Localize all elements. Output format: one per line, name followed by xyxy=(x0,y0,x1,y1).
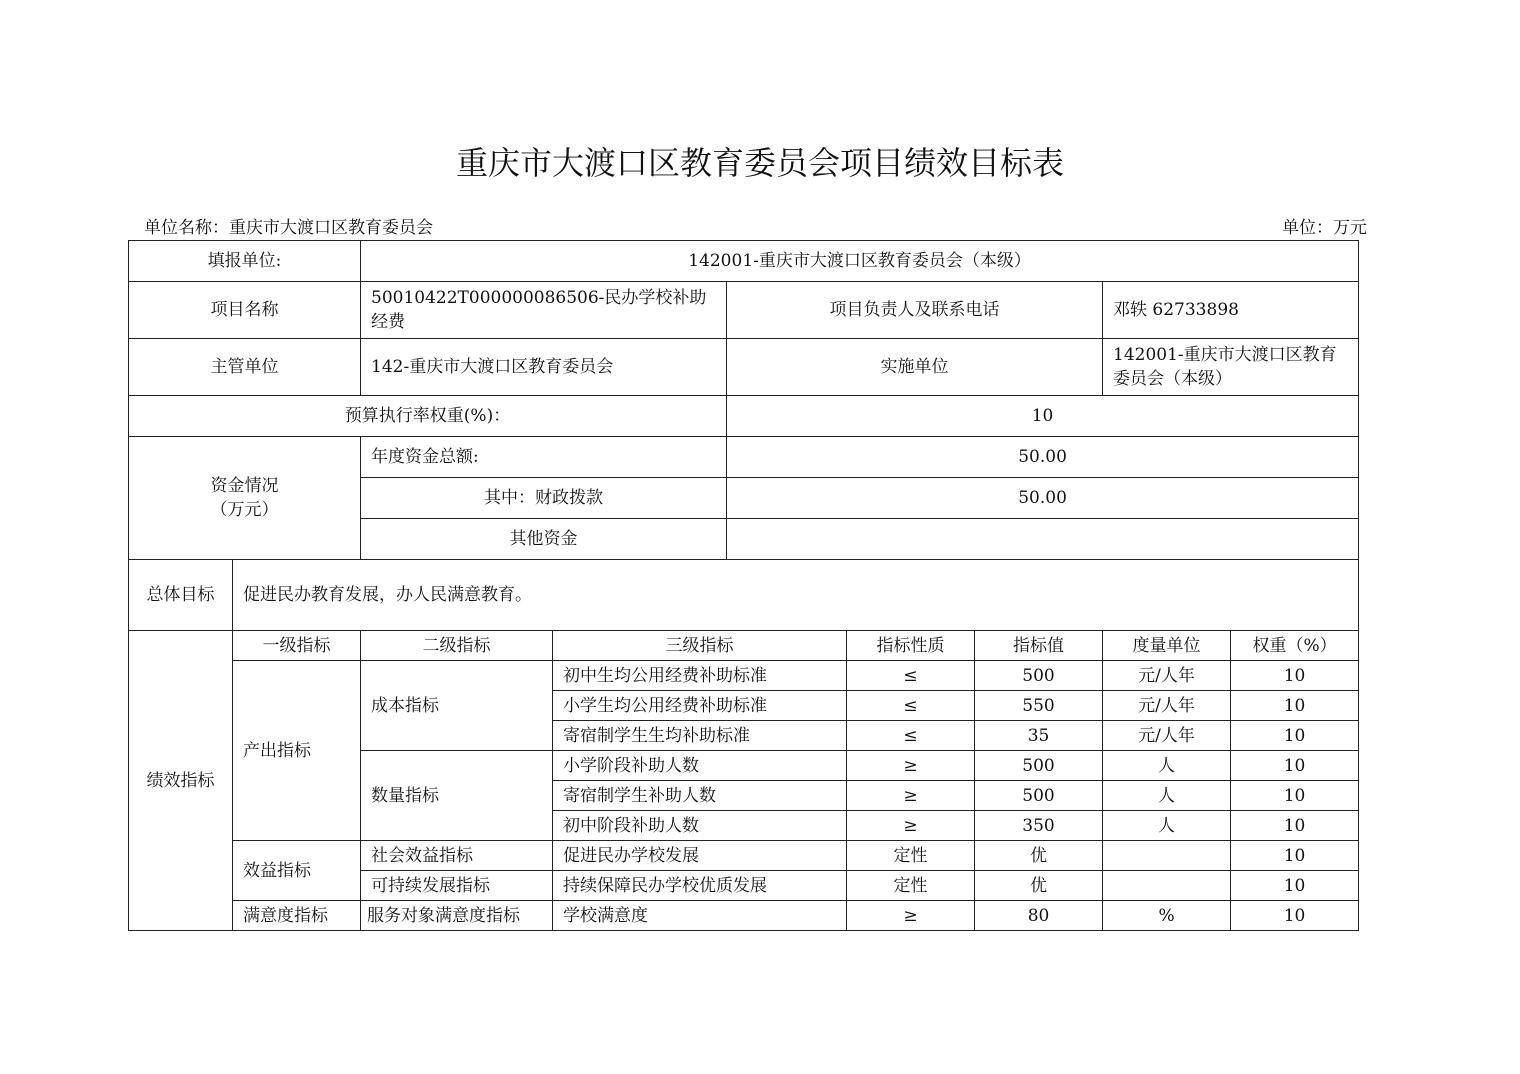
implementer-label: 实施单位 xyxy=(727,339,1103,396)
header-level1: 一级指标 xyxy=(233,631,361,661)
indicator-weight: 10 xyxy=(1231,691,1359,721)
other-funds-value xyxy=(727,519,1359,560)
overall-goal-value: 促进民办教育发展，办人民满意教育。 xyxy=(233,560,1359,631)
indicator-nature: ≥ xyxy=(847,781,975,811)
header-unit: 度量单位 xyxy=(1103,631,1231,661)
indicator-nature: ≤ xyxy=(847,691,975,721)
indicator-nature: ≥ xyxy=(847,751,975,781)
indicator-unit xyxy=(1103,841,1231,871)
indicator-value: 550 xyxy=(975,691,1103,721)
indicator-value: 80 xyxy=(975,901,1103,931)
other-funds-label: 其他资金 xyxy=(361,519,727,560)
indicator-nature: ≥ xyxy=(847,901,975,931)
indicator-header-row xyxy=(129,631,1359,661)
supervisor-value: 142-重庆市大渡口区教育委员会 xyxy=(361,339,727,396)
indicator-name: 持续保障民办学校优质发展 xyxy=(553,871,847,901)
table-row xyxy=(129,661,1359,691)
indicator-weight: 10 xyxy=(1231,841,1359,871)
indicator-unit: % xyxy=(1103,901,1231,931)
header-value: 指标值 xyxy=(975,631,1103,661)
header-level2: 二级指标 xyxy=(361,631,553,661)
indicator-unit: 元/人年 xyxy=(1103,691,1231,721)
indicator-weight: 10 xyxy=(1231,871,1359,901)
header-weight: 权重（%） xyxy=(1231,631,1359,661)
indicator-name: 学校满意度 xyxy=(553,901,847,931)
indicator-nature: ≤ xyxy=(847,661,975,691)
indicator-value: 优 xyxy=(975,871,1103,901)
overall-goal-row xyxy=(129,560,1359,631)
indicator-weight: 10 xyxy=(1231,811,1359,841)
level2-service-satisfaction: 服务对象满意度指标 xyxy=(361,901,553,931)
funds-label-line1: 资金情况 xyxy=(210,476,279,496)
level1-output: 产出指标 xyxy=(233,661,361,841)
indicator-name: 小学阶段补助人数 xyxy=(553,751,847,781)
project-name-row xyxy=(129,282,1359,339)
level2-social: 社会效益指标 xyxy=(361,841,553,871)
indicator-unit: 人 xyxy=(1103,751,1231,781)
indicator-unit: 人 xyxy=(1103,781,1231,811)
indicator-unit: 元/人年 xyxy=(1103,661,1231,691)
currency-unit-line xyxy=(1282,213,1367,238)
currency-label: 单位： xyxy=(1282,218,1333,238)
level1-benefit: 效益指标 xyxy=(233,841,361,901)
implementer-value: 142001-重庆市大渡口区教育委员会（本级） xyxy=(1103,339,1359,396)
indicator-value: 500 xyxy=(975,781,1103,811)
indicator-name: 寄宿制学生生均补助标准 xyxy=(553,721,847,751)
indicator-value: 优 xyxy=(975,841,1103,871)
level1-satisfaction: 满意度指标 xyxy=(233,901,361,931)
indicator-nature: ≥ xyxy=(847,811,975,841)
level2-cost: 成本指标 xyxy=(361,661,553,751)
filler-label: 填报单位: xyxy=(129,241,361,282)
table-row xyxy=(129,901,1359,931)
annual-total-value: 50.00 xyxy=(727,437,1359,478)
budget-weight-label: 预算执行率权重(%)： xyxy=(129,396,727,437)
perf-label: 绩效指标 xyxy=(129,631,233,931)
indicator-nature: 定性 xyxy=(847,871,975,901)
indicator-weight: 10 xyxy=(1231,751,1359,781)
indicator-unit xyxy=(1103,871,1231,901)
level2-sustainable: 可持续发展指标 xyxy=(361,871,553,901)
indicator-nature: ≤ xyxy=(847,721,975,751)
indicator-value: 35 xyxy=(975,721,1103,751)
table-row xyxy=(129,841,1359,871)
indicator-name: 小学生均公用经费补助标准 xyxy=(553,691,847,721)
indicator-value: 350 xyxy=(975,811,1103,841)
indicator-weight: 10 xyxy=(1231,721,1359,751)
annual-total-row xyxy=(129,437,1359,478)
indicator-value: 500 xyxy=(975,661,1103,691)
budget-weight-row xyxy=(129,396,1359,437)
overall-goal-label: 总体目标 xyxy=(129,560,233,631)
indicator-nature: 定性 xyxy=(847,841,975,871)
unit-name-value: 重庆市大渡口区教育委员会 xyxy=(229,218,433,238)
indicator-weight: 10 xyxy=(1231,901,1359,931)
annual-total-label: 年度资金总额: xyxy=(361,437,727,478)
header-nature: 指标性质 xyxy=(847,631,975,661)
contact-value: 邓轶 62733898 xyxy=(1103,282,1359,339)
fiscal-label: 其中：财政拨款 xyxy=(361,478,727,519)
indicator-name: 寄宿制学生补助人数 xyxy=(553,781,847,811)
filler-row xyxy=(129,241,1359,282)
indicator-name: 促进民办学校发展 xyxy=(553,841,847,871)
indicator-weight: 10 xyxy=(1231,781,1359,811)
performance-target-table xyxy=(128,240,1359,931)
project-name-label: 项目名称 xyxy=(129,282,361,339)
page-title: 重庆市大渡口区教育委员会项目绩效目标表 xyxy=(455,144,1064,182)
indicator-unit: 人 xyxy=(1103,811,1231,841)
supervisor-row xyxy=(129,339,1359,396)
funds-label-line2: （万元） xyxy=(210,500,279,520)
header-level3: 三级指标 xyxy=(553,631,847,661)
unit-name-line xyxy=(144,213,433,238)
indicator-weight: 10 xyxy=(1231,661,1359,691)
supervisor-label: 主管单位 xyxy=(129,339,361,396)
indicator-value: 500 xyxy=(975,751,1103,781)
fiscal-value: 50.00 xyxy=(727,478,1359,519)
indicator-name: 初中阶段补助人数 xyxy=(553,811,847,841)
indicator-unit: 元/人年 xyxy=(1103,721,1231,751)
funds-label xyxy=(129,437,361,560)
unit-name-label: 单位名称： xyxy=(144,218,229,238)
project-name-value: 50010422T000000086506-民办学校补助经费 xyxy=(361,282,727,339)
level2-quantity: 数量指标 xyxy=(361,751,553,841)
currency-value: 万元 xyxy=(1333,218,1367,238)
filler-value: 142001-重庆市大渡口区教育委员会（本级） xyxy=(361,241,1359,282)
indicator-name: 初中生均公用经费补助标准 xyxy=(553,661,847,691)
budget-weight-value: 10 xyxy=(727,396,1359,437)
contact-label: 项目负责人及联系电话 xyxy=(727,282,1103,339)
